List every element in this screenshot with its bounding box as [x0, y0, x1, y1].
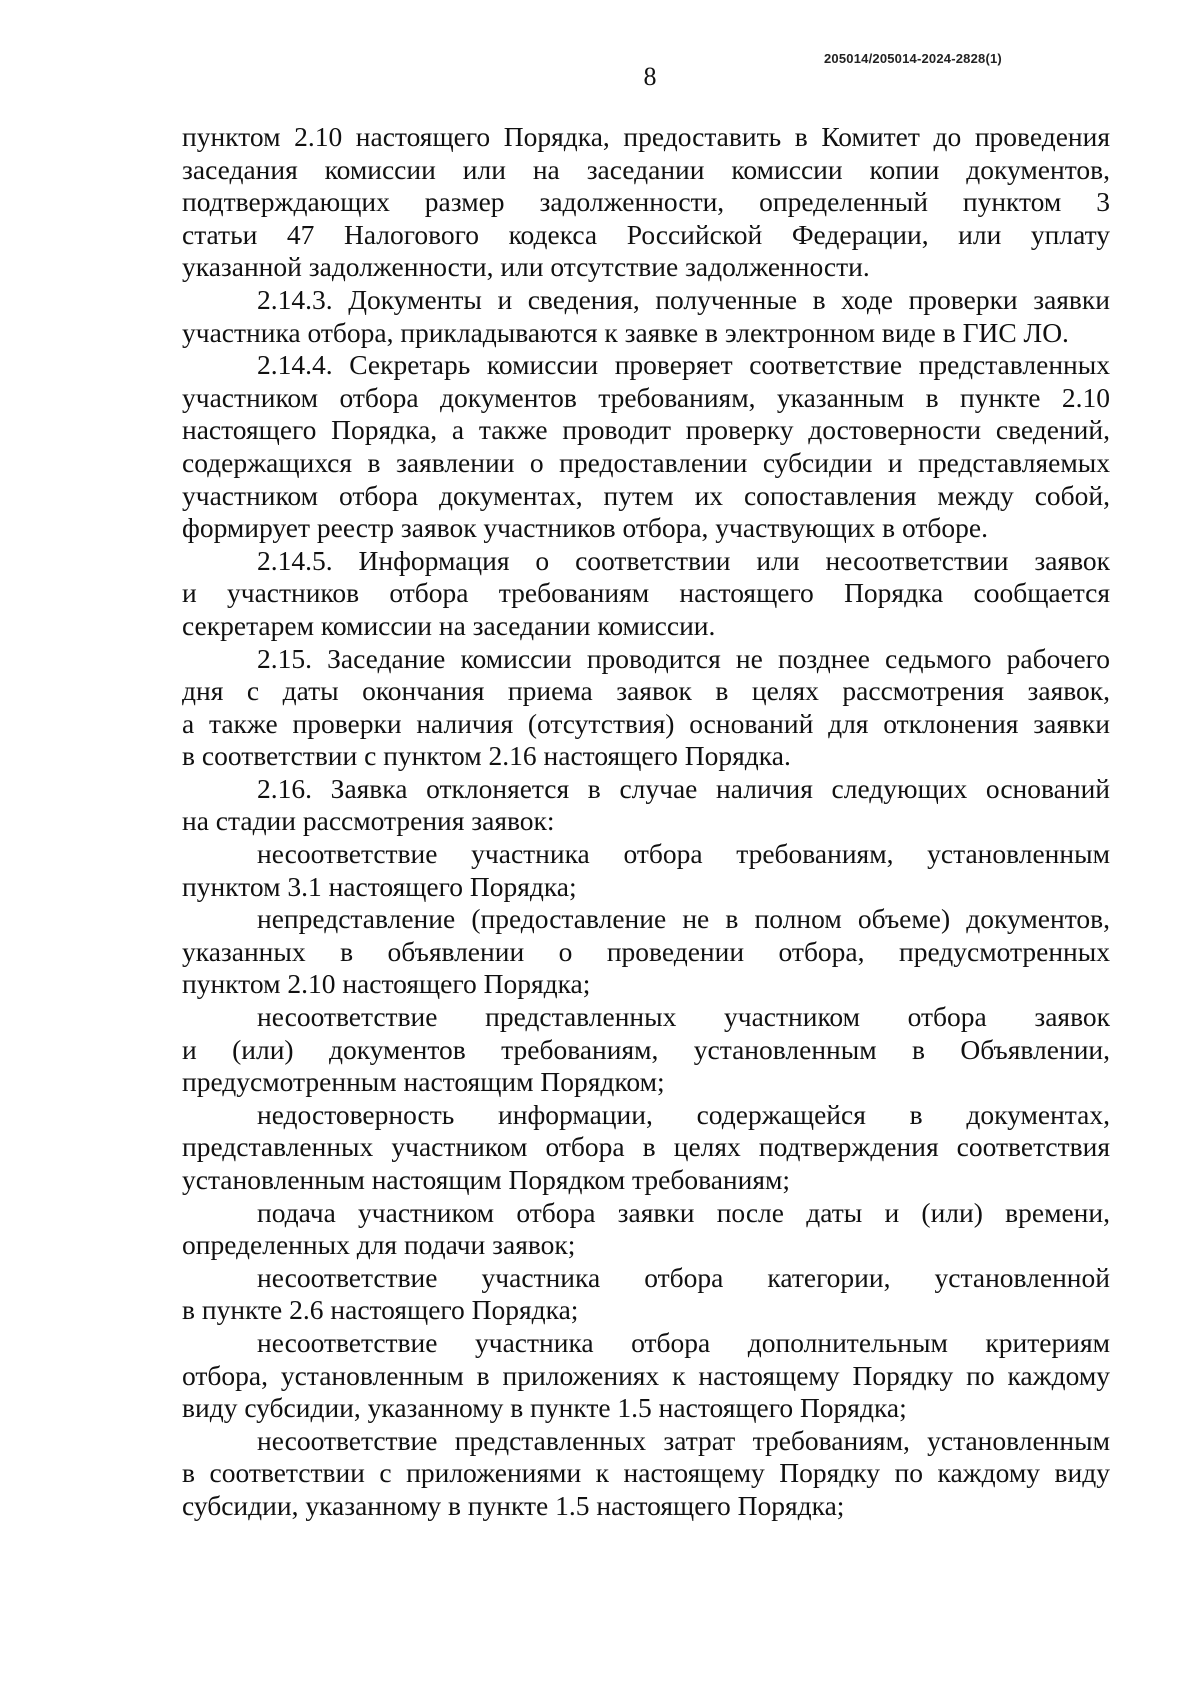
text-line: пунктом 2.10 настоящего Порядка;	[182, 968, 591, 1000]
text-line: указанной задолженности, или отсутствие задолженности.	[182, 251, 870, 283]
text-line: и (или) документов требованиям, установленным в Объявлении,	[182, 1033, 1110, 1065]
text-line: в пункте 2.6 настоящего Порядка;	[182, 1294, 579, 1326]
text-line: указанных в объявлении о проведении отбора, предусмотренных	[182, 935, 1110, 967]
text-line: 2.14.4. Секретарь комиссии проверяет соответствие представленных	[257, 349, 1110, 381]
text-line: участником отбора документов требованиям, указанным в пункте 2.10	[182, 381, 1110, 413]
text-line: заседания комиссии или на заседании комиссии копии документов,	[182, 153, 1110, 185]
text-line: участника отбора, прикладываются к заявке в электронном виде в ГИС ЛО.	[182, 316, 1069, 348]
text-line: в соответствии с приложениями к настоящему Порядку по каждому виду	[182, 1457, 1110, 1489]
document-body	[182, 121, 1110, 1523]
text-line: несоответствие участника отбора дополнительным критериям	[257, 1326, 1110, 1358]
text-line: несоответствие участника отбора требованиям, установленным	[257, 838, 1110, 870]
text-line: пунктом 2.10 настоящего Порядка, предоставить в Комитет до проведения	[182, 121, 1110, 152]
text-line: и участников отбора требованиям настоящего Порядка сообщается	[182, 577, 1110, 609]
text-line: содержащихся в заявлении о предоставлении субсидии и представляемых	[182, 446, 1110, 478]
text-line: предусмотренным настоящим Порядком;	[182, 1066, 665, 1098]
text-line: формирует реестр заявок участников отбора, участвующих в отборе.	[182, 512, 988, 544]
text-line: подача участником отбора заявки после даты и (или) времени,	[257, 1196, 1110, 1228]
text-line: виду субсидии, указанному в пункте 1.5 настоящего Порядка;	[182, 1392, 907, 1424]
document-id: 205014/205014-2024-2828(1)	[824, 51, 1002, 66]
text-line: секретарем комиссии на заседании комиссии.	[182, 609, 716, 641]
text-line: установленным настоящим Порядком требованиям;	[182, 1164, 791, 1195]
text-line: пунктом 3.1 настоящего Порядка;	[182, 870, 577, 902]
text-line: настоящего Порядка, а также проводит проверку достоверности сведений,	[182, 414, 1110, 446]
text-line: отбора, установленным в приложениях к настоящему Порядку по каждому	[182, 1359, 1110, 1391]
text-line: несоответствие представленных участником отбора заявок	[257, 1001, 1110, 1033]
text-line: определенных для подачи заявок;	[182, 1229, 576, 1261]
text-line: непредставление (предоставление не в полном объеме) документов,	[257, 903, 1110, 935]
text-line: субсидии, указанному в пункте 1.5 настоящего Порядка;	[182, 1489, 845, 1521]
text-line: статьи 47 Налогового кодекса Российской Федерации, или уплату	[182, 218, 1110, 250]
text-line: несоответствие представленных затрат требованиям, установленным	[257, 1424, 1110, 1456]
text-line: дня с даты окончания приема заявок в целях рассмотрения заявок,	[182, 675, 1110, 707]
text-line: на стадии рассмотрения заявок:	[182, 805, 555, 837]
text-line: подтверждающих размер задолженности, определенный пунктом 3	[182, 186, 1110, 218]
text-line: а также проверки наличия (отсутствия) оснований для отклонения заявки	[182, 707, 1110, 739]
text-line: недостоверность информации, содержащейся в документах,	[257, 1098, 1110, 1130]
text-line: 2.14.3. Документы и сведения, полученные в ходе проверки заявки	[257, 283, 1110, 315]
text-line: представленных участником отбора в целях подтверждения соответствия	[182, 1131, 1110, 1163]
text-line: 2.15. Заседание комиссии проводится не позднее седьмого рабочего	[257, 642, 1110, 674]
page-number: 8	[643, 62, 657, 91]
text-line: несоответствие участника отбора категории, установленной	[257, 1261, 1110, 1293]
text-line: участником отбора документах, путем их сопоставления между собой,	[182, 479, 1110, 511]
text-line: 2.14.5. Информация о соответствии или несоответствии заявок	[257, 544, 1110, 576]
text-line: 2.16. Заявка отклоняется в случае наличия следующих оснований	[257, 772, 1110, 804]
text-line: в соответствии с пунктом 2.16 настоящего Порядка.	[182, 740, 791, 772]
